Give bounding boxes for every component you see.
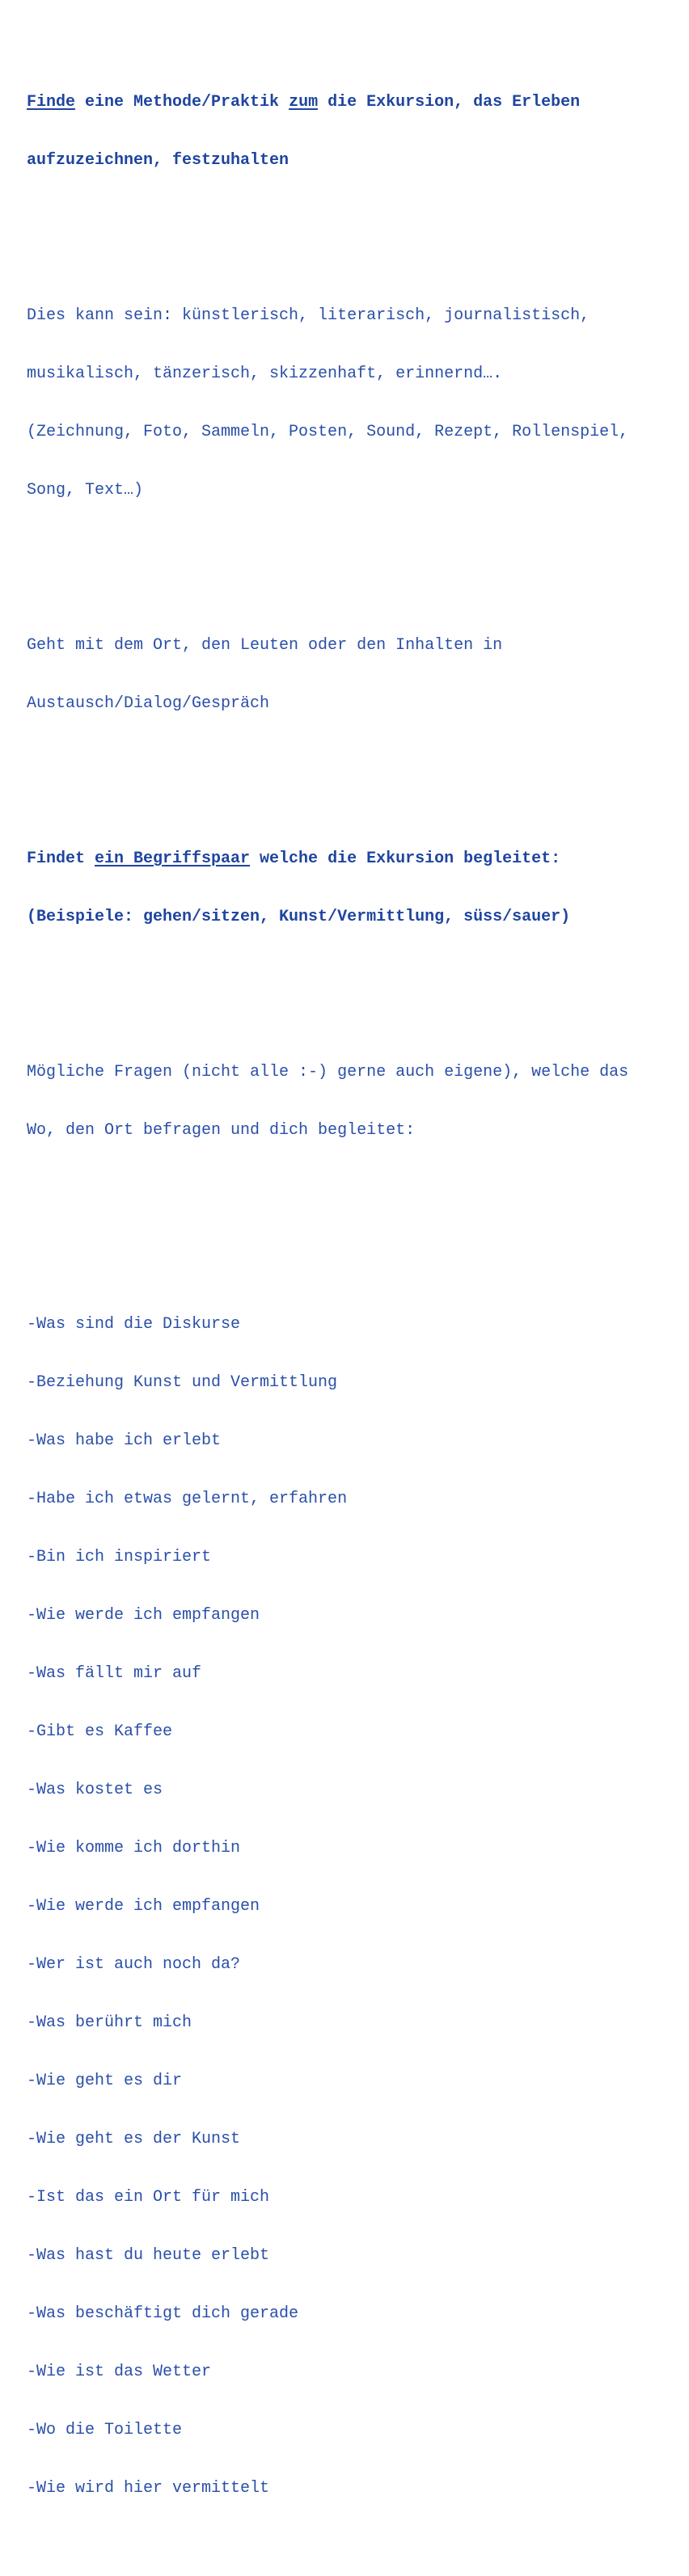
heading-2-text-a: Findet: [27, 850, 95, 868]
spacer: [27, 1199, 674, 1218]
para-1-line-1: Dies kann sein: künstlerisch, literarisch, journalistisch,: [27, 306, 590, 325]
list-item: -Was fällt mir auf: [27, 1664, 202, 1683]
para-2-line-2: Austausch/Dialog/Gespräch: [27, 694, 270, 713]
spacer: [27, 985, 674, 1005]
list-item: -Wie werde ich empfangen: [27, 1606, 260, 1625]
list-item: -Habe ich etwas gelernt, erfahren: [27, 1490, 348, 1508]
para-2-line-1: Geht mit dem Ort, den Leuten oder den Inhalten in: [27, 636, 503, 655]
heading-1-line-2: aufzuzeichnen, festzuhalten: [27, 151, 290, 170]
list-item: -Wie geht es dir: [27, 2072, 183, 2090]
list-item: -Was habe ich erlebt: [27, 1431, 222, 1450]
heading-1-text-a: eine Methode/Praktik: [75, 93, 290, 112]
para-3-line-2: Wo, den Ort befragen und dich begleitet:: [27, 1121, 416, 1140]
para-1-line-4: Song, Text…): [27, 481, 144, 500]
heading-1-underlined-zum: zum: [289, 93, 319, 112]
spacer: [27, 229, 674, 248]
heading-1-text-b: die Exkursion, das Erleben: [318, 93, 581, 112]
heading-1-underlined-finde: Finde: [27, 93, 76, 112]
spacer: [27, 772, 674, 791]
question-list: [27, 1276, 674, 2537]
list-item: -Gibt es Kaffee: [27, 1722, 173, 1741]
list-item: -Was hast du heute erlebt: [27, 2246, 270, 2265]
heading-2-underlined-begriffspaar: ein Begriffspaar: [95, 850, 251, 868]
list-item: -Wo die Toilette: [27, 2421, 183, 2439]
list-item: -Wie wird hier vermittelt: [27, 2479, 270, 2498]
list-item: -Beziehung Kunst und Vermittlung: [27, 1373, 338, 1392]
list-item: -Was berührt mich: [27, 2013, 192, 2032]
heading-2-line-2: (Beispiele: gehen/sitzen, Kunst/Vermittlung, süss/sauer): [27, 908, 571, 926]
list-item: -Bin ich inspiriert: [27, 1548, 212, 1566]
heading-2-text-b: welche die Exkursion begleitet:: [250, 850, 561, 868]
list-item: -Wer ist auch noch da?: [27, 1955, 241, 1974]
list-item: -Ist das ein Ort für mich: [27, 2188, 270, 2207]
list-item: -Wie ist das Wetter: [27, 2363, 212, 2381]
para-1-line-2: musikalisch, tänzerisch, skizzenhaft, erinnernd….: [27, 365, 503, 383]
list-item: -Was sind die Diskurse: [27, 1315, 241, 1334]
spacer: [27, 559, 674, 578]
list-item: -Was beschäftigt dich gerade: [27, 2304, 299, 2323]
document-page: [27, 35, 674, 2576]
list-item: -Wie werde ich empfangen: [27, 1897, 260, 1916]
list-item: -Was kostet es: [27, 1781, 163, 1799]
para-1-line-3: (Zeichnung, Foto, Sammeln, Posten, Sound, Rezept, Rollenspiel,: [27, 423, 629, 441]
list-item: -Wie komme ich dorthin: [27, 1839, 241, 1857]
para-3-line-1: Mögliche Fragen (nicht alle :-) gerne auch eigene), welche das: [27, 1063, 629, 1081]
list-item: -Wie geht es der Kunst: [27, 2130, 241, 2148]
heading-2-line-1: [27, 850, 674, 869]
heading-1-line-1: [27, 93, 674, 112]
